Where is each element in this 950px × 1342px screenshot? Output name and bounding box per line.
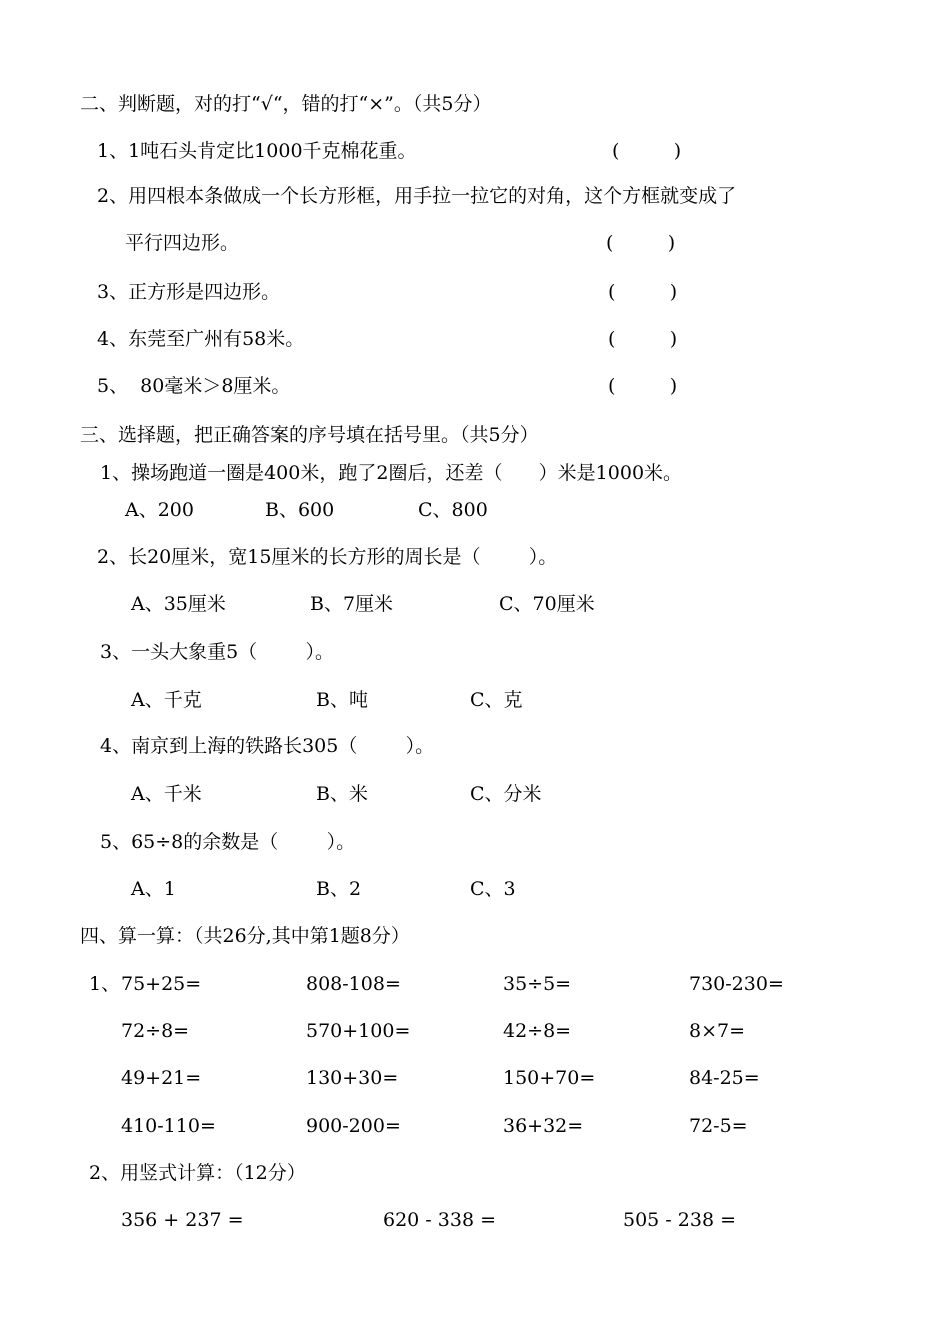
calc-item: 42÷8= (503, 1020, 572, 1042)
choice-question-3: 3、一头大象重5（ ）。 (100, 641, 334, 663)
calc-item: 75+25= (121, 973, 202, 995)
judge-question-1: 1、1吨石头肯定比1000千克棉花重。 (97, 140, 417, 162)
calc-item: 72-5= (689, 1115, 748, 1137)
section-2-title: 二、判断题，对的打“√“，错的打“×”。（共5分） (80, 93, 492, 115)
vertical-calc-item: 356 + 237 = (121, 1209, 244, 1231)
calc-item: 35÷5= (503, 973, 572, 995)
choice-4-option-a[interactable]: A、千米 (131, 783, 202, 805)
calc-item: 49+21= (121, 1067, 202, 1089)
choice-question-2: 2、长20厘米，宽15厘米的长方形的周长是（ ）。 (97, 546, 558, 568)
answer-paren-2[interactable]: ( ) (606, 232, 676, 254)
choice-3-option-b[interactable]: B、吨 (316, 689, 368, 711)
choice-5-option-b[interactable]: B、2 (316, 878, 362, 900)
vertical-calc-item: 620 - 338 = (383, 1209, 496, 1231)
choice-2-option-b[interactable]: B、7厘米 (310, 593, 394, 615)
judge-question-3: 3、正方形是四边形。 (97, 281, 281, 303)
choice-3-option-c[interactable]: C、克 (470, 689, 523, 711)
judge-question-5: 5、 80毫米＞8厘米。 (97, 375, 291, 397)
choice-4-option-c[interactable]: C、分米 (470, 783, 542, 805)
choice-1-option-c[interactable]: C、800 (418, 499, 488, 521)
answer-paren-3[interactable]: ( ) (608, 281, 678, 303)
calc-item: 150+70= (503, 1067, 596, 1089)
choice-1-option-a[interactable]: A、200 (125, 499, 194, 521)
calc-item: 410-110= (121, 1115, 216, 1137)
choice-1-option-b[interactable]: B、600 (265, 499, 335, 521)
answer-paren-4[interactable]: ( ) (608, 328, 678, 350)
calc-item: 730-230= (689, 973, 784, 995)
calc-item: 808-108= (306, 973, 401, 995)
calc-item: 8×7= (689, 1020, 746, 1042)
choice-3-option-a[interactable]: A、千克 (131, 689, 202, 711)
calc-item: 72÷8= (121, 1020, 190, 1042)
judge-question-2: 2、用四根本条做成一个长方形框，用手拉一拉它的对角，这个方框就变成了 (97, 185, 737, 207)
judge-question-2-cont: 平行四边形。 (125, 232, 240, 254)
choice-2-option-c[interactable]: C、70厘米 (499, 593, 595, 615)
choice-question-5: 5、65÷8的余数是（ ）。 (100, 831, 356, 853)
calc-part-2-title: 2、用竖式计算：（12分） (89, 1162, 306, 1184)
answer-paren-5[interactable]: ( ) (608, 375, 678, 397)
choice-question-4: 4、南京到上海的铁路长305（ ）。 (100, 735, 435, 757)
answer-paren-1[interactable]: ( ) (612, 140, 682, 162)
vertical-calc-item: 505 - 238 = (623, 1209, 736, 1231)
choice-5-option-a[interactable]: A、1 (131, 878, 176, 900)
calc-item: 36+32= (503, 1115, 584, 1137)
calc-item: 130+30= (306, 1067, 399, 1089)
choice-2-option-a[interactable]: A、35厘米 (131, 593, 226, 615)
choice-question-1: 1、操场跑道一圈是400米，跑了2圈后，还差（ ）米是1000米。 (100, 462, 683, 484)
judge-question-4: 4、东莞至广州有58米。 (97, 328, 305, 350)
calc-part-1-number: 1、 (89, 973, 121, 995)
calc-item: 570+100= (306, 1020, 411, 1042)
calc-item: 84-25= (689, 1067, 760, 1089)
choice-4-option-b[interactable]: B、米 (316, 783, 368, 805)
section-4-title: 四、算一算：（共26分,其中第1题8分） (80, 925, 410, 947)
choice-5-option-c[interactable]: C、3 (470, 878, 516, 900)
section-3-title: 三、选择题，把正确答案的序号填在括号里。（共5分） (80, 424, 539, 446)
calc-item: 900-200= (306, 1115, 401, 1137)
